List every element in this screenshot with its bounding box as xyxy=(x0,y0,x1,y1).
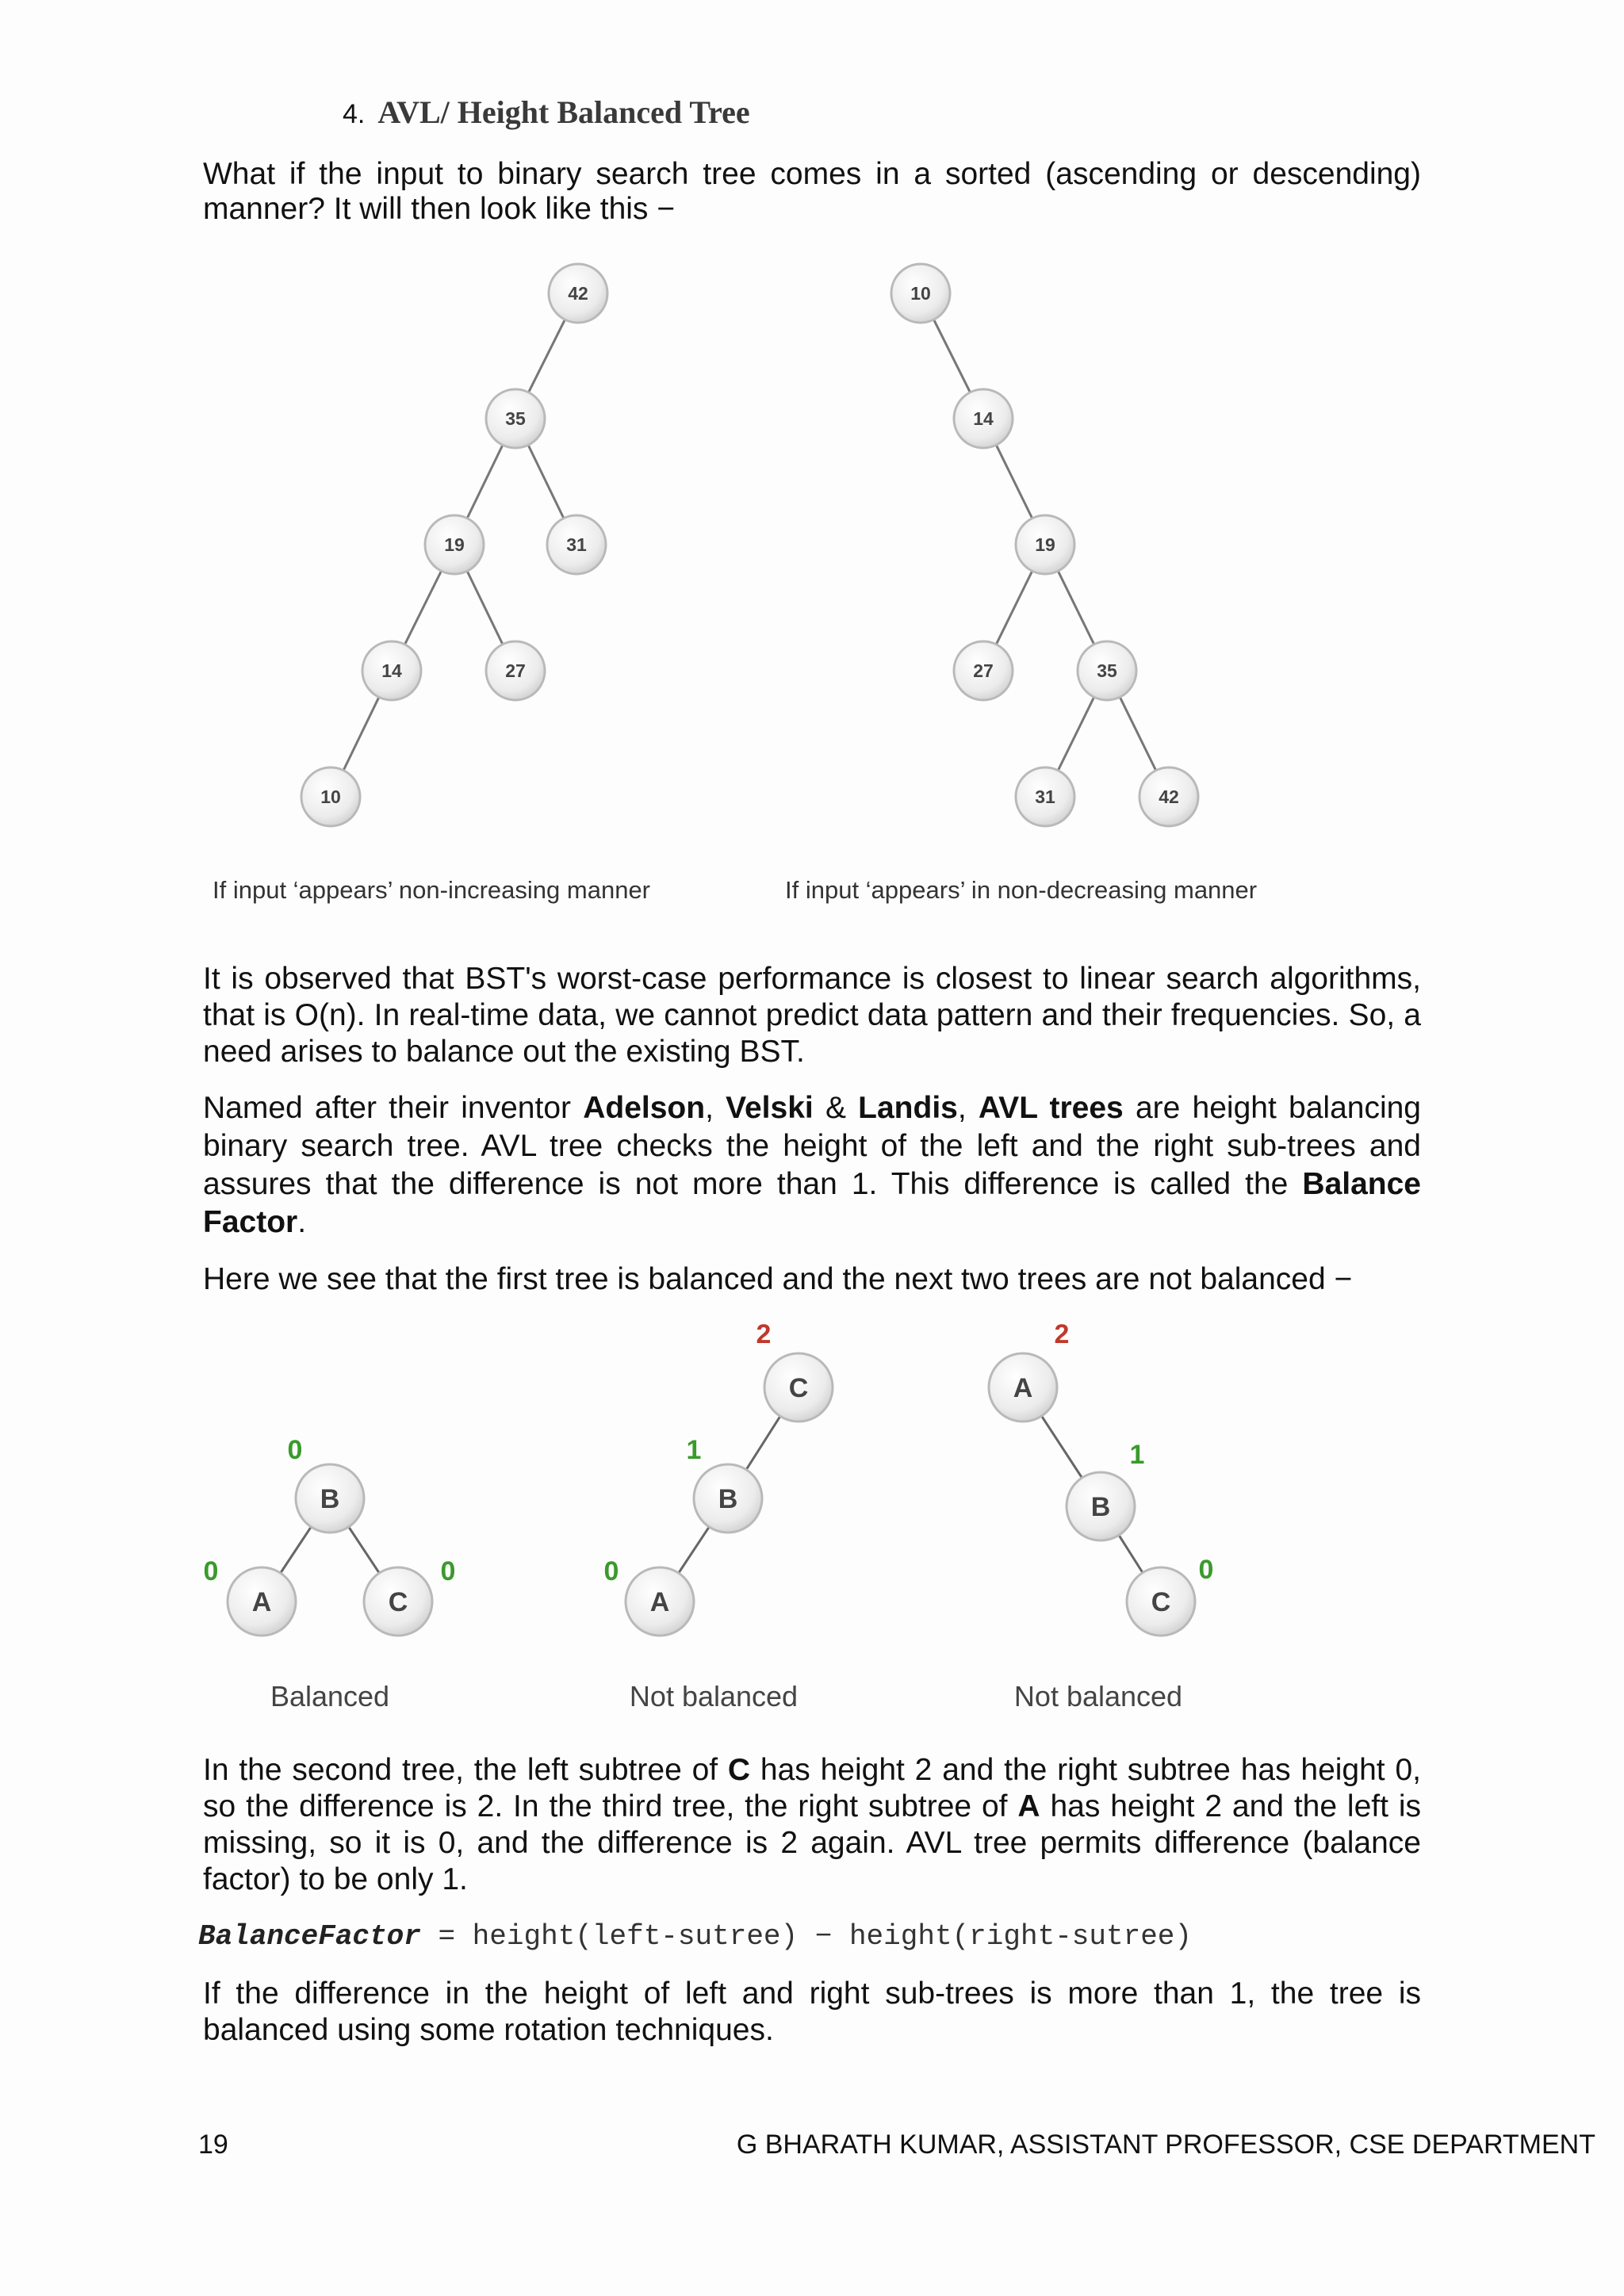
node-label: 31 xyxy=(1035,786,1055,807)
node-label: 10 xyxy=(910,283,931,304)
node-label: 35 xyxy=(505,408,526,429)
node-label: 35 xyxy=(1097,660,1117,681)
not-balanced-caption: Not balanced xyxy=(1013,1680,1183,1712)
rotation-paragraph: If the difference in the height of left and right sub-trees is more than 1, the tree is balanced using some rotation techniques. xyxy=(203,1976,1421,2047)
node-label: 27 xyxy=(505,660,526,681)
node-label: 14 xyxy=(973,408,994,429)
comparison-intro: Here we see that the first tree is balanced and the next two trees are not balanced − xyxy=(203,1262,1353,1296)
not-balanced-caption: Not balanced xyxy=(629,1680,799,1712)
text-run: are height balancing binary search tree. AVL tree checks the height of the left and the right sub-trees and assures that the difference is not more than 1. This difference is called the xyxy=(203,1091,1421,1201)
balance-factor: 0 xyxy=(203,1556,219,1586)
footer-author: G BHARATH KUMAR, ASSISTANT PROFESSOR, CSE DEPARTMENT xyxy=(736,2130,1595,2160)
node-label: 10 xyxy=(320,786,341,807)
balance-factor: 1 xyxy=(1129,1440,1145,1470)
balance-factor: 0 xyxy=(440,1556,456,1586)
node-label: 42 xyxy=(1159,786,1179,807)
inventor-velski: Velski xyxy=(726,1091,814,1125)
balanced-caption: Balanced xyxy=(270,1680,390,1712)
node-ref-a: A xyxy=(1017,1789,1040,1823)
intro-line-2: manner? It will then look like this − xyxy=(203,192,676,226)
text-run: , xyxy=(957,1091,979,1125)
node-label: 27 xyxy=(973,660,994,681)
node-label: 42 xyxy=(568,283,588,304)
text-run: & xyxy=(813,1091,859,1125)
balance-factor: 2 xyxy=(756,1319,772,1349)
text-run: has height 2 and the right subtree has height 0, so the difference is 2. In the third tree, the right subtree of xyxy=(203,1753,1421,1823)
left-tree-caption: If input ‘appears’ non-increasing manner xyxy=(213,876,651,904)
node-label: A xyxy=(649,1587,670,1617)
node-label: C xyxy=(788,1373,809,1403)
section-heading xyxy=(343,94,750,131)
balance-factor: 0 xyxy=(287,1435,303,1465)
term-avl-trees: AVL trees xyxy=(978,1091,1124,1125)
text-run: Named after their inventor xyxy=(203,1091,584,1125)
node-label: C xyxy=(388,1587,408,1617)
right-tree-caption: If input ‘appears’ in non-decreasing manner xyxy=(785,876,1258,904)
page-number: 19 xyxy=(198,2130,228,2160)
node-label: 19 xyxy=(1035,534,1055,555)
node-label: A xyxy=(251,1587,272,1617)
formula-name: BalanceFactor xyxy=(198,1920,421,1953)
node-ref-c: C xyxy=(727,1753,751,1787)
node-label: C xyxy=(1151,1587,1171,1617)
formula-expression: = height(left-sutree) − height(right-sutree) xyxy=(420,1920,1193,1953)
intro-line-1: What if the input to binary search tree comes in a sorted (ascending or descending) xyxy=(203,157,1421,191)
node-label: 19 xyxy=(444,534,465,555)
balance-factor-formula xyxy=(198,1920,1192,1953)
text-run: has height 2 and the left is missing, so it is 0, and the difference is 2 again. AVL tree permits difference (balance factor) to be only 1. xyxy=(203,1789,1421,1896)
text-run: , xyxy=(705,1091,726,1125)
intro-paragraph xyxy=(203,157,1421,227)
section-number: 4. xyxy=(343,99,366,129)
balance-factor: 1 xyxy=(686,1435,702,1465)
explanation-paragraph xyxy=(203,1752,1421,1898)
balance-factor: 2 xyxy=(1054,1319,1070,1349)
worst-case-paragraph: It is observed that BST's worst-case performance is closest to linear search algorithms, that is O(n). In real-time data, we cannot predict data pattern and their frequencies. So, a need arises to balance out the existing BST. xyxy=(203,962,1421,1069)
avl-definition-paragraph xyxy=(203,1089,1421,1242)
inventor-adelson: Adelson xyxy=(583,1091,706,1125)
node-label: B xyxy=(320,1484,340,1514)
text-run: . xyxy=(297,1205,307,1239)
text-run: In the second tree, the left subtree of xyxy=(203,1753,728,1787)
section-title: AVL/ Height Balanced Tree xyxy=(377,94,750,130)
balance-factor: 0 xyxy=(1198,1555,1214,1585)
node-label: 14 xyxy=(381,660,402,681)
node-label: B xyxy=(1090,1492,1111,1522)
node-label: A xyxy=(1013,1373,1033,1403)
skewed-trees-figure xyxy=(0,238,1624,928)
balance-comparison-figure xyxy=(0,1316,1624,1728)
balance-factor: 0 xyxy=(603,1556,619,1586)
inventor-landis: Landis xyxy=(858,1091,958,1125)
term-balance-factor: Balance Factor xyxy=(203,1167,1421,1239)
node-label: B xyxy=(718,1484,738,1514)
node-label: 31 xyxy=(566,534,587,555)
